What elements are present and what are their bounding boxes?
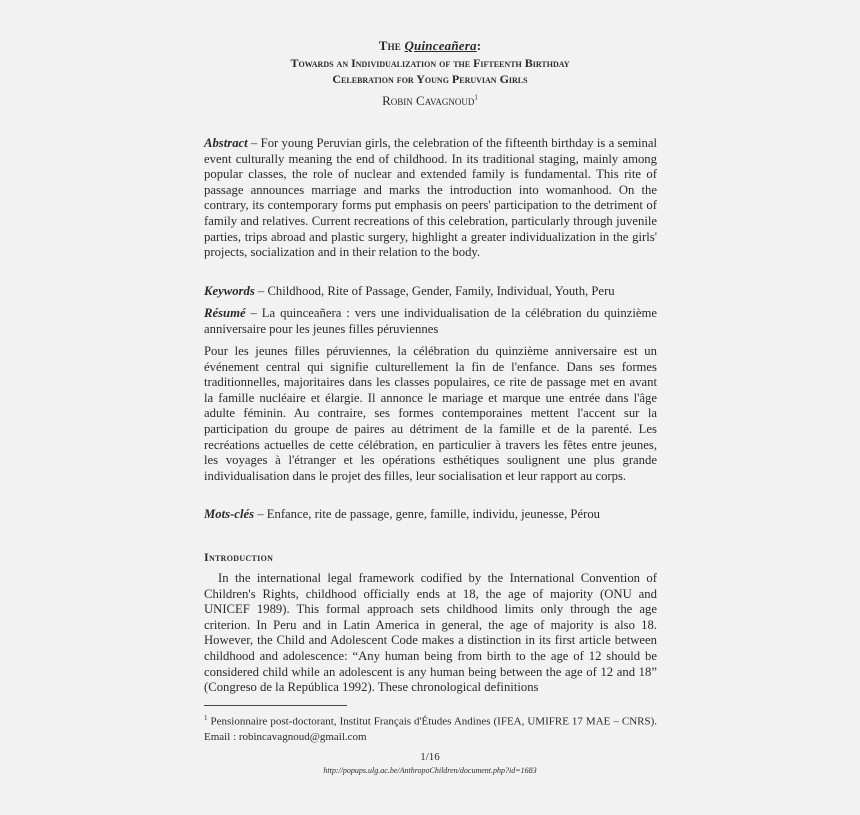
footnote: $^1$ Pensionnaire post-doctorant, Institut Français d'Études Andines (IFEA, UMIFRE 17 MAE – CNRS). Email : robincavagnoud@gmail.com — [204, 714, 657, 743]
mots-cles-paragraph: Mots-clés – Enfance, rite de passage, genre, famille, individu, jeunesse, Pérou — [204, 507, 601, 521]
author-footnote-mark: 1 — [474, 93, 478, 102]
keywords-paragraph: Keywords – Childhood, Rite of Passage, Gender, Family, Individual, Youth, Peru — [204, 284, 615, 298]
resume-body-paragraph: Pour les jeunes filles péruviennes, la célébration du quinzième anniversaire est un événement central qui signifie culturellement la fin de l'enfance. Dans ses formes traditionnelles, majoritaires dans les classes populaires, ce rite de passage met en avant la famille nucléaire et élargie. Il annonce le mariage et marque une entrée dans l'âge adulte féminin. Au contraire, ses formes contemporaines mettent l'accent sur la participation du groupe de paires au détriment de la famille et de la parenté. Les recréations actuelles de cette célébration, en particulier à travers les fêtes entre jeunes, les voyages à l'étranger et les opérations esthétiques soulignent une plus grande individualisation dans le projet des filles, leur socialisation et leur rapport au corps. — [204, 344, 657, 483]
footnote-divider — [204, 705, 347, 706]
title-quinceanera: Quinceañera — [404, 38, 477, 53]
page-number: 1/16 — [420, 751, 440, 763]
abstract-paragraph: Abstract – For young Peruvian girls, the celebration of the fifteenth birthday is a seminal event culturally meaning the end of childhood. In its traditional staging, mainly among popular classes, the role of nuclear and extended family is fundamental. This rite of passage announces marriage and marks the introduction into womanhood. On the contrary, its contemporary forms put emphasis on peers' participation to the detriment of family and relatives. Current recreations of this celebration, particularly through juvenile parties, trips abroad and plastic surgery, highlight a greater individualization in the girls' projects, socialization and in their relation to the body. — [204, 136, 657, 260]
footnote-mark: 1 — [204, 714, 208, 722]
mots-cles-label: Mots-clés — [204, 507, 255, 521]
abstract-label: Abstract — [204, 136, 248, 150]
resume-label: Résumé — [204, 306, 246, 320]
paper-title-line1: The Quinceañera: — [378, 38, 482, 53]
author-name: Robin Cavagnoud$^1$ — [382, 93, 478, 108]
resume-title-paragraph: Résumé – La quinceañera : vers une individualisation de la célébration du quinzième anniversaire pour les jeunes filles péruviennes — [204, 306, 657, 336]
source-url[interactable]: http://popups.ulg.ac.be/AnthropoChildren/document.php?id=1683 — [323, 766, 537, 775]
paper-title-line2: Towards an Individualization of the Fifteenth Birthday — [290, 56, 570, 70]
keywords-label: Keywords — [204, 284, 255, 298]
introduction-heading: Introduction — [204, 550, 274, 564]
introduction-paragraph: In the international legal framework codified by the International Convention of Children's Rights, childhood officially ends at 18, the age of majority (ONU and UNICEF 1989). This formal approach sets childhood limits only through the age criterion. In Peru and in Latin America in general, the age of majority is also 18. However, the Child and Adolescent Code makes a distinction in its first article between childhood and adolescence: “Any human being from birth to the age of 12 should be considered child while an adolescent is any human being between the age of 12 and 18” (Congreso de la República 1992). These chronological definitions — [204, 571, 657, 695]
paper-title-line3: Celebration for Young Peruvian Girls — [332, 72, 528, 86]
